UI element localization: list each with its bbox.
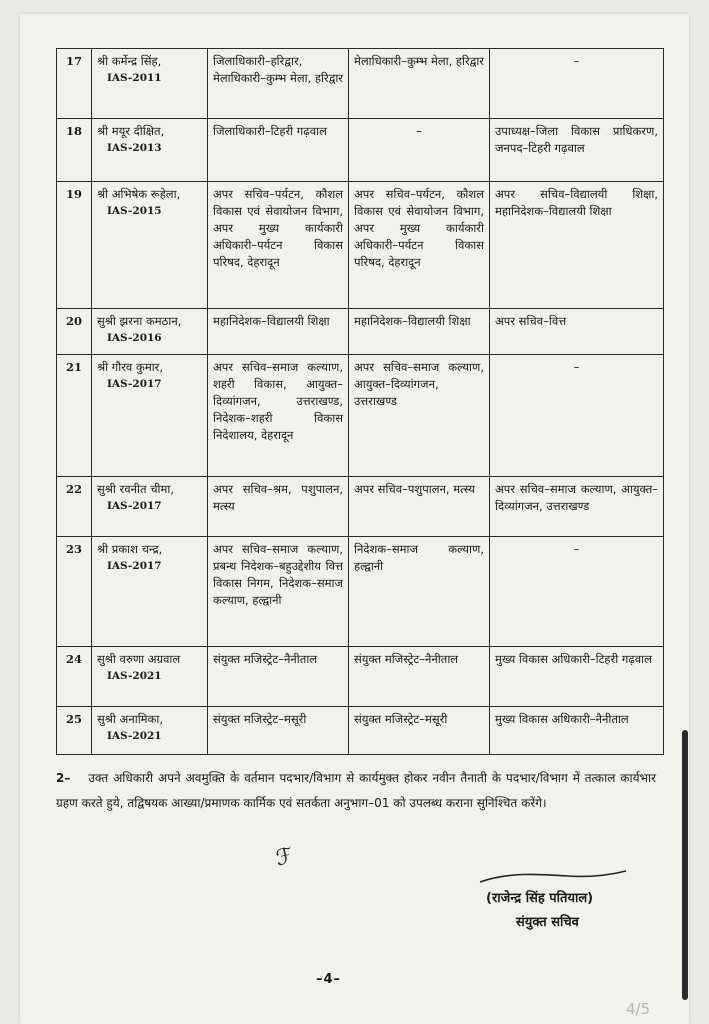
serial-number-cell: 17 xyxy=(57,49,92,119)
post-text: जिलाधिकारी–हरिद्वार, मेलाधिकारी–कुम्भ मेला, हरिद्वार xyxy=(213,54,344,85)
post-text: संयुक्त मजिस्ट्रेट–मसूरी xyxy=(354,712,448,726)
signatory-name: (राजेन्द्र सिंह पतियाल) xyxy=(486,891,594,906)
post-text: अपर सचिव–श्रम, पशुपालन, मत्स्य xyxy=(213,482,343,513)
officer-name: सुश्री रवनीत चीमा, xyxy=(97,482,175,496)
post-text: महानिदेशक–विद्यालयी शिक्षा xyxy=(213,314,330,328)
post-text: मुख्य विकास अधिकारी–नैनीताल xyxy=(495,712,629,726)
retained-post-cell xyxy=(349,355,490,477)
post-text: अपर सचिव–समाज कल्याण, शहरी विकास, आयुक्त–दिव्यांगजन, उत्तराखण्ड, निदेशक–शहरी विकास निदेशालय, देहरादून xyxy=(213,360,343,442)
serial-number-cell: 19 xyxy=(57,182,92,309)
post-text: – xyxy=(573,360,580,374)
signature-scribble xyxy=(478,870,628,884)
post-text: – xyxy=(573,54,580,68)
current-post-cell xyxy=(208,707,349,755)
new-post-cell xyxy=(490,119,664,182)
post-text: संयुक्त मजिस्ट्रेट–नैनीताल xyxy=(354,652,459,666)
table-row xyxy=(57,707,664,755)
officer-name: श्री मयूर दीक्षित, xyxy=(97,124,165,138)
current-post-cell xyxy=(208,477,349,537)
officer-name: सुश्री वरुणा अग्रवाल xyxy=(97,652,181,666)
officer-name-cell xyxy=(92,355,208,477)
table-row xyxy=(57,119,664,182)
new-post-cell xyxy=(490,49,664,119)
officer-name: श्री अभिषेक रूहेला, xyxy=(97,187,181,201)
table-row xyxy=(57,355,664,477)
post-text: अपर सचिव–समाज कल्याण, प्रबन्ध निदेशक–बहुउद्देशीय वित्त विकास निगम, निदेशक–समाज कल्याण, हल्द्वानी xyxy=(213,542,343,607)
table-row xyxy=(57,647,664,707)
post-text: संयुक्त मजिस्ट्रेट–नैनीताल xyxy=(213,652,318,666)
officer-batch: IAS-2017 xyxy=(107,560,162,572)
new-post-cell xyxy=(490,309,664,355)
new-post-cell xyxy=(490,477,664,537)
post-text: अपर सचिव–पशुपालन, मत्स्य xyxy=(354,482,475,496)
retained-post-cell xyxy=(349,119,490,182)
table-row xyxy=(57,182,664,309)
post-text: मुख्य विकास अधिकारी–टिहरी गढ़वाल xyxy=(495,652,652,666)
scrollbar[interactable] xyxy=(682,730,688,1000)
new-post-cell xyxy=(490,182,664,309)
instruction-paragraph xyxy=(56,766,656,816)
officer-name: श्री गौरव कुमार, xyxy=(97,360,164,374)
retained-post-cell xyxy=(349,49,490,119)
officer-name: श्री प्रकाश चन्द्र, xyxy=(97,542,163,556)
officer-name-cell xyxy=(92,537,208,647)
serial-number-cell: 18 xyxy=(57,119,92,182)
signatory-designation: संयुक्त सचिव xyxy=(516,915,579,930)
post-text: अपर सचिव–पर्यटन, कौशल विकास एवं सेवायोजन विभाग, अपर मुख्य कार्यकारी अधिकारी–पर्यटन विकास परिषद, देहरादून xyxy=(354,187,484,269)
current-post-cell xyxy=(208,537,349,647)
retained-post-cell xyxy=(349,182,490,309)
paragraph-text: उक्त अधिकारी अपने अवमुक्ति के वर्तमान पदभार/विभाग से कार्यमुक्त होकर नवीन तैनाती के पदभार/विभाग में तत्काल कार्यभार ग्रहण करते हुये, तद्विषयक आख्या/प्रमाणक कार्मिक एवं सतर्कता अनुभाग–01 को उपलब्ध कराना सुनिश्चित करेंगे। xyxy=(56,771,656,810)
officer-name: सुश्री झरना कमठान, xyxy=(97,314,182,328)
officer-batch: IAS-2021 xyxy=(107,670,162,682)
post-text: जिलाधिकारी–टिहरी गढ़वाल xyxy=(213,124,327,138)
officer-name-cell xyxy=(92,309,208,355)
officer-batch: IAS-2017 xyxy=(107,378,162,390)
table-row xyxy=(57,477,664,537)
current-post-cell xyxy=(208,355,349,477)
table-row xyxy=(57,537,664,647)
officer-transfer-table xyxy=(56,48,664,755)
handwritten-initial: ℱ xyxy=(273,843,296,872)
current-post-cell xyxy=(208,647,349,707)
officer-batch: IAS-2021 xyxy=(107,730,162,742)
post-text: मेलाधिकारी–कुम्भ मेला, हरिद्वार xyxy=(354,54,485,68)
table-row xyxy=(57,309,664,355)
table-row xyxy=(57,49,664,119)
retained-post-cell xyxy=(349,707,490,755)
officer-batch: IAS-2015 xyxy=(107,205,162,217)
post-text: उपाध्यक्ष–जिला विकास प्राधिकरण, जनपद–टिहरी गढ़वाल xyxy=(495,124,658,155)
post-text: संयुक्त मजिस्ट्रेट–मसूरी xyxy=(213,712,307,726)
serial-number-cell: 23 xyxy=(57,537,92,647)
serial-number-cell: 21 xyxy=(57,355,92,477)
officer-name-cell xyxy=(92,477,208,537)
post-text: निदेशक–समाज कल्याण, हल्द्वानी xyxy=(354,542,484,573)
officer-name: श्री कर्मेन्द्र सिंह, xyxy=(97,54,162,68)
paragraph-number: 2– xyxy=(56,771,71,785)
officer-name-cell xyxy=(92,119,208,182)
new-post-cell xyxy=(490,707,664,755)
officer-name-cell xyxy=(92,707,208,755)
officer-batch: IAS-2011 xyxy=(107,72,162,84)
officer-batch: IAS-2013 xyxy=(107,142,162,154)
new-post-cell xyxy=(490,647,664,707)
serial-number-cell: 24 xyxy=(57,647,92,707)
post-text: अपर सचिव–समाज कल्याण, आयुक्त–दिव्यांगजन, उत्तराखण्ड xyxy=(495,482,658,513)
serial-number-cell: 20 xyxy=(57,309,92,355)
post-text: अपर सचिव–पर्यटन, कौशल विकास एवं सेवायोजन विभाग, अपर मुख्य कार्यकारी अधिकारी–पर्यटन विकास परिषद, देहरादून xyxy=(213,187,343,269)
officer-name: सुश्री अनामिका, xyxy=(97,712,164,726)
new-post-cell xyxy=(490,355,664,477)
post-text: – xyxy=(573,542,580,556)
post-text: महानिदेशक–विद्यालयी शिक्षा xyxy=(354,314,471,328)
page-number: –4– xyxy=(316,972,342,987)
serial-number-cell: 25 xyxy=(57,707,92,755)
officer-name-cell xyxy=(92,49,208,119)
current-post-cell xyxy=(208,119,349,182)
officer-batch: IAS-2017 xyxy=(107,500,162,512)
current-post-cell xyxy=(208,49,349,119)
new-post-cell xyxy=(490,537,664,647)
retained-post-cell xyxy=(349,537,490,647)
current-post-cell xyxy=(208,182,349,309)
current-post-cell xyxy=(208,309,349,355)
post-text: अपर सचिव–समाज कल्याण, आयुक्त–दिव्यांगजन, उत्तराखण्ड xyxy=(354,360,484,408)
officer-name-cell xyxy=(92,182,208,309)
officer-batch: IAS-2016 xyxy=(107,332,162,344)
post-text: अपर सचिव–वित्त xyxy=(495,314,567,328)
officer-name-cell xyxy=(92,647,208,707)
post-text: – xyxy=(416,124,422,138)
retained-post-cell xyxy=(349,477,490,537)
retained-post-cell xyxy=(349,647,490,707)
retained-post-cell xyxy=(349,309,490,355)
serial-number-cell: 22 xyxy=(57,477,92,537)
post-text: अपर सचिव–विद्यालयी शिक्षा, महानिदेशक–विद्यालयी शिक्षा xyxy=(495,187,658,218)
page-indicator: 4/5 xyxy=(626,1000,651,1018)
